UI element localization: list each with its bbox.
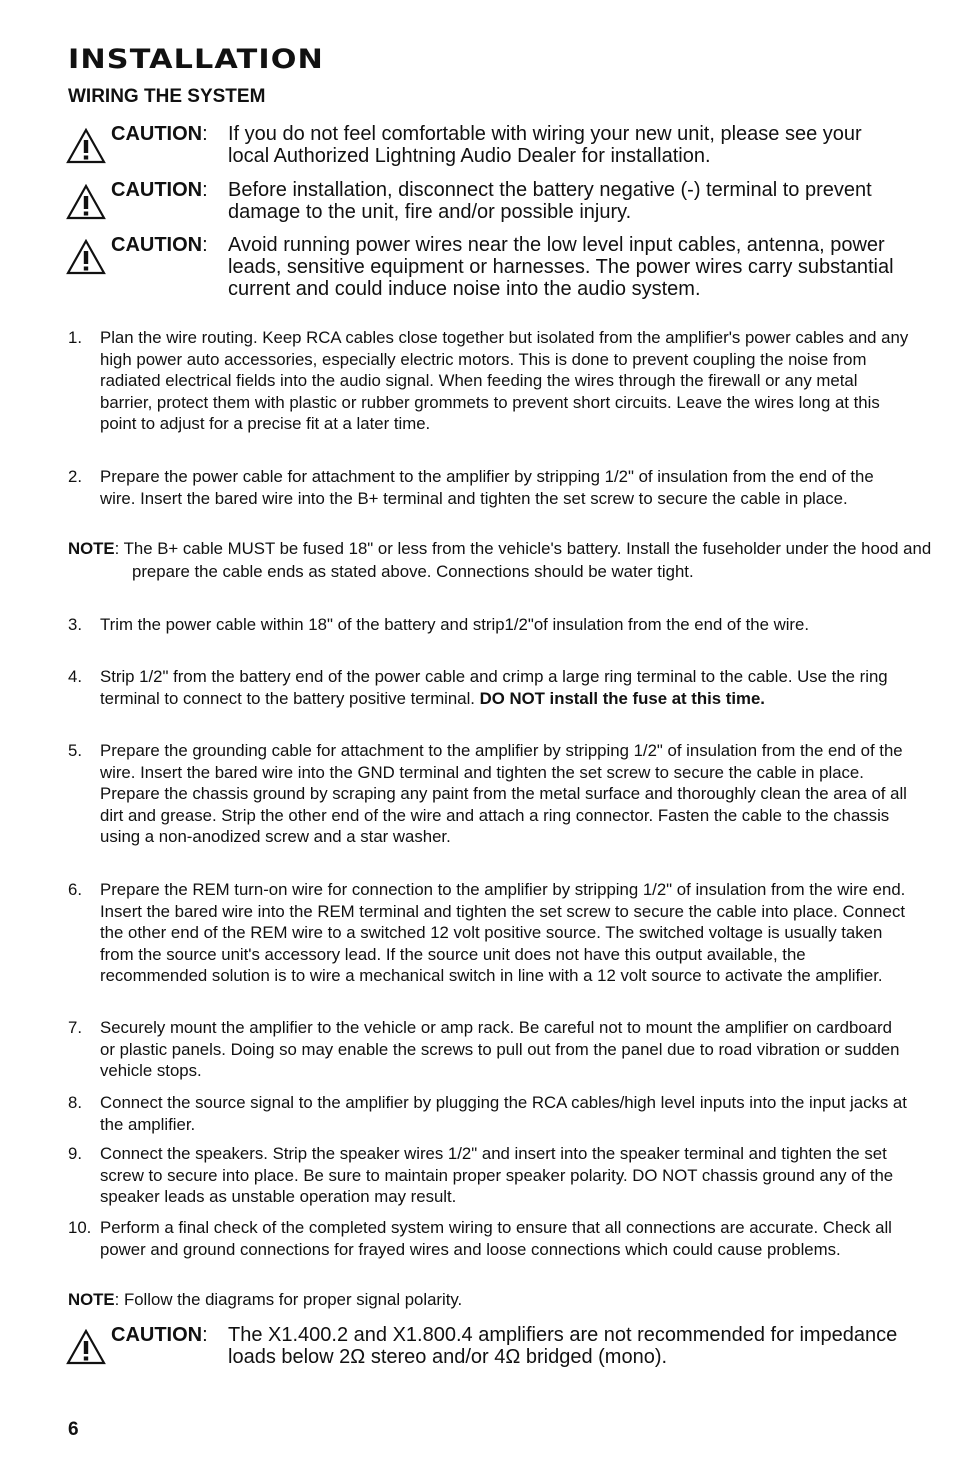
warning-triangle-icon — [66, 239, 106, 275]
note-text: The B+ cable MUST be fused 18" or less from the vehicle's battery. Install the fuseholder under the hood and prepare the cable ends as stated above. Connections should be water tight. — [119, 539, 932, 581]
list-item — [68, 1092, 910, 1135]
step-text: Connect the speakers. Strip the speaker wires 1/2" and insert into the speaker terminal and tighten the set screw to secure into place. Be sure to maintain proper speaker polarity. DO NOT chassis ground any of the speaker leads as unstable operation may result. — [100, 1144, 894, 1207]
list-item — [68, 740, 910, 848]
list-item — [68, 666, 910, 709]
list-item — [68, 327, 910, 435]
step-text: Trim the power cable within 18" of the battery and strip1/2"of insulation from the end of the wire. — [100, 615, 810, 634]
warning-triangle-icon — [66, 184, 106, 220]
step-text: Prepare the grounding cable for attachment to the amplifier by stripping 1/2" of insulation from the end of the wire. Insert the bared wire into the GND terminal and tighten the set screw to secure the cable in place. Prepare the chassis ground by scraping any paint from the metal surface and thoroughly clean the area of all dirt and grease. Strip the other end of the wire and attach a ring connector. Fasten the cable to the chassis using a non-anodized screw and a star washer. — [100, 741, 907, 847]
step-number: 6. — [68, 880, 82, 899]
list-item — [68, 879, 910, 987]
note-block: NOTE: Follow the diagrams for proper signal polarity. — [68, 1290, 463, 1309]
list-item — [68, 1143, 910, 1208]
caution-block — [66, 123, 906, 169]
step-number: 8. — [68, 1093, 82, 1112]
list-item — [68, 1217, 910, 1260]
caution-text: Before installation, disconnect the battery negative (-) terminal to prevent damage to the unit, fire and/or possible injury. — [228, 179, 872, 223]
step-number: 5. — [68, 741, 82, 760]
caution-block — [66, 234, 906, 324]
step-text: Connect the source signal to the amplifier by plugging the RCA cables/high level inputs into the input jacks at the amplifier. — [100, 1093, 907, 1134]
page-number: 6 — [68, 1419, 79, 1440]
caution-label: CAUTION: — [111, 179, 208, 201]
step-number: 7. — [68, 1018, 82, 1037]
section-title: INSTALLATION — [68, 44, 324, 75]
note-text: Follow the diagrams for proper signal polarity. — [119, 1290, 463, 1309]
step-number: 4. — [68, 667, 82, 686]
step-text: Plan the wire routing. Keep RCA cables close together but isolated from the amplifier's power cables and any high power auto accessories, especially electric motors. This is done to prevent coupling the noise from radiated electrical fields into the audio signal. When feeding the wires through the firewall or any metal barrier, protect them with plastic or rubber grommets to prevent short circuits. Leave the wires long at this point to adjust for a precise fit at a later time. — [100, 328, 909, 434]
caution-block — [66, 1324, 906, 1370]
step-text: Strip 1/2" from the battery end of the power cable and crimp a large ring terminal to the cable. Use the ring terminal to connect to the battery positive terminal. DO NOT install the fuse at this time. — [100, 667, 888, 708]
step-number: 10. — [68, 1218, 92, 1237]
step-number: 1. — [68, 328, 82, 347]
warning-triangle-icon — [66, 128, 106, 164]
step-text: Prepare the power cable for attachment to the amplifier by stripping 1/2" of insulation from the end of the wire. Insert the bared wire into the B+ terminal and tighten the set screw to secure the cable in place. — [100, 467, 874, 508]
step-number: 2. — [68, 467, 82, 486]
caution-block — [66, 179, 906, 225]
warning-triangle-icon — [66, 1329, 106, 1365]
note-label: NOTE — [68, 539, 115, 558]
note-label: NOTE — [68, 1290, 115, 1309]
caution-label: CAUTION: — [111, 123, 208, 145]
step-emphasis: DO NOT install the fuse at this time. — [479, 688, 765, 708]
caution-label: CAUTION: — [111, 1324, 208, 1346]
step-number: 3. — [68, 615, 82, 634]
subsection-title: WIRING THE SYSTEM — [68, 86, 266, 107]
step-text: Securely mount the amplifier to the vehicle or amp rack. Be careful not to mount the amplifier on cardboard or plastic panels. Doing so may enable the screws to pull out from the panel due to road vibration or sudden vehicle stops. — [100, 1018, 900, 1081]
caution-text: If you do not feel comfortable with wiring your new unit, please see your local Authorized Lightning Audio Dealer for installation. — [228, 123, 862, 167]
list-item — [68, 466, 910, 509]
list-item — [68, 1017, 910, 1082]
list-item — [68, 614, 910, 636]
step-text: Prepare the REM turn-on wire for connection to the amplifier by stripping 1/2" of insulation from the wire end. Insert the bared wire into the REM terminal and tighten the set screw to secure the cable into place. Connect the other end of the REM wire to a switched 12 volt positive source. The switched voltage is usually taken from the source unit's accessory lead. If the source unit does not have this output available, the recommended solution is to wire a mechanical switch in line with a 12 volt source to activate the amplifier. — [100, 880, 906, 986]
caution-label: CAUTION: — [111, 234, 208, 256]
step-number: 9. — [68, 1144, 82, 1163]
note-block: NOTE: The B+ cable MUST be fused 18" or less from the vehicle's battery. Install the fuseholder under the hood and prepare the cable ends as stated above. Connections should be water tight. — [68, 539, 932, 581]
step-text: Perform a final check of the completed system wiring to ensure that all connections are accurate. Check all power and ground connections for frayed wires and loose connections which could cause problems. — [100, 1218, 892, 1259]
caution-text: The X1.400.2 and X1.800.4 amplifiers are not recommended for impedance loads below 2Ω stereo and/or 4Ω bridged (mono). — [228, 1324, 898, 1368]
caution-text: Avoid running power wires near the low level input cables, antenna, power leads, sensitive equipment or harnesses. The power wires carry substantial current and could induce noise into the audio system. — [228, 234, 894, 300]
